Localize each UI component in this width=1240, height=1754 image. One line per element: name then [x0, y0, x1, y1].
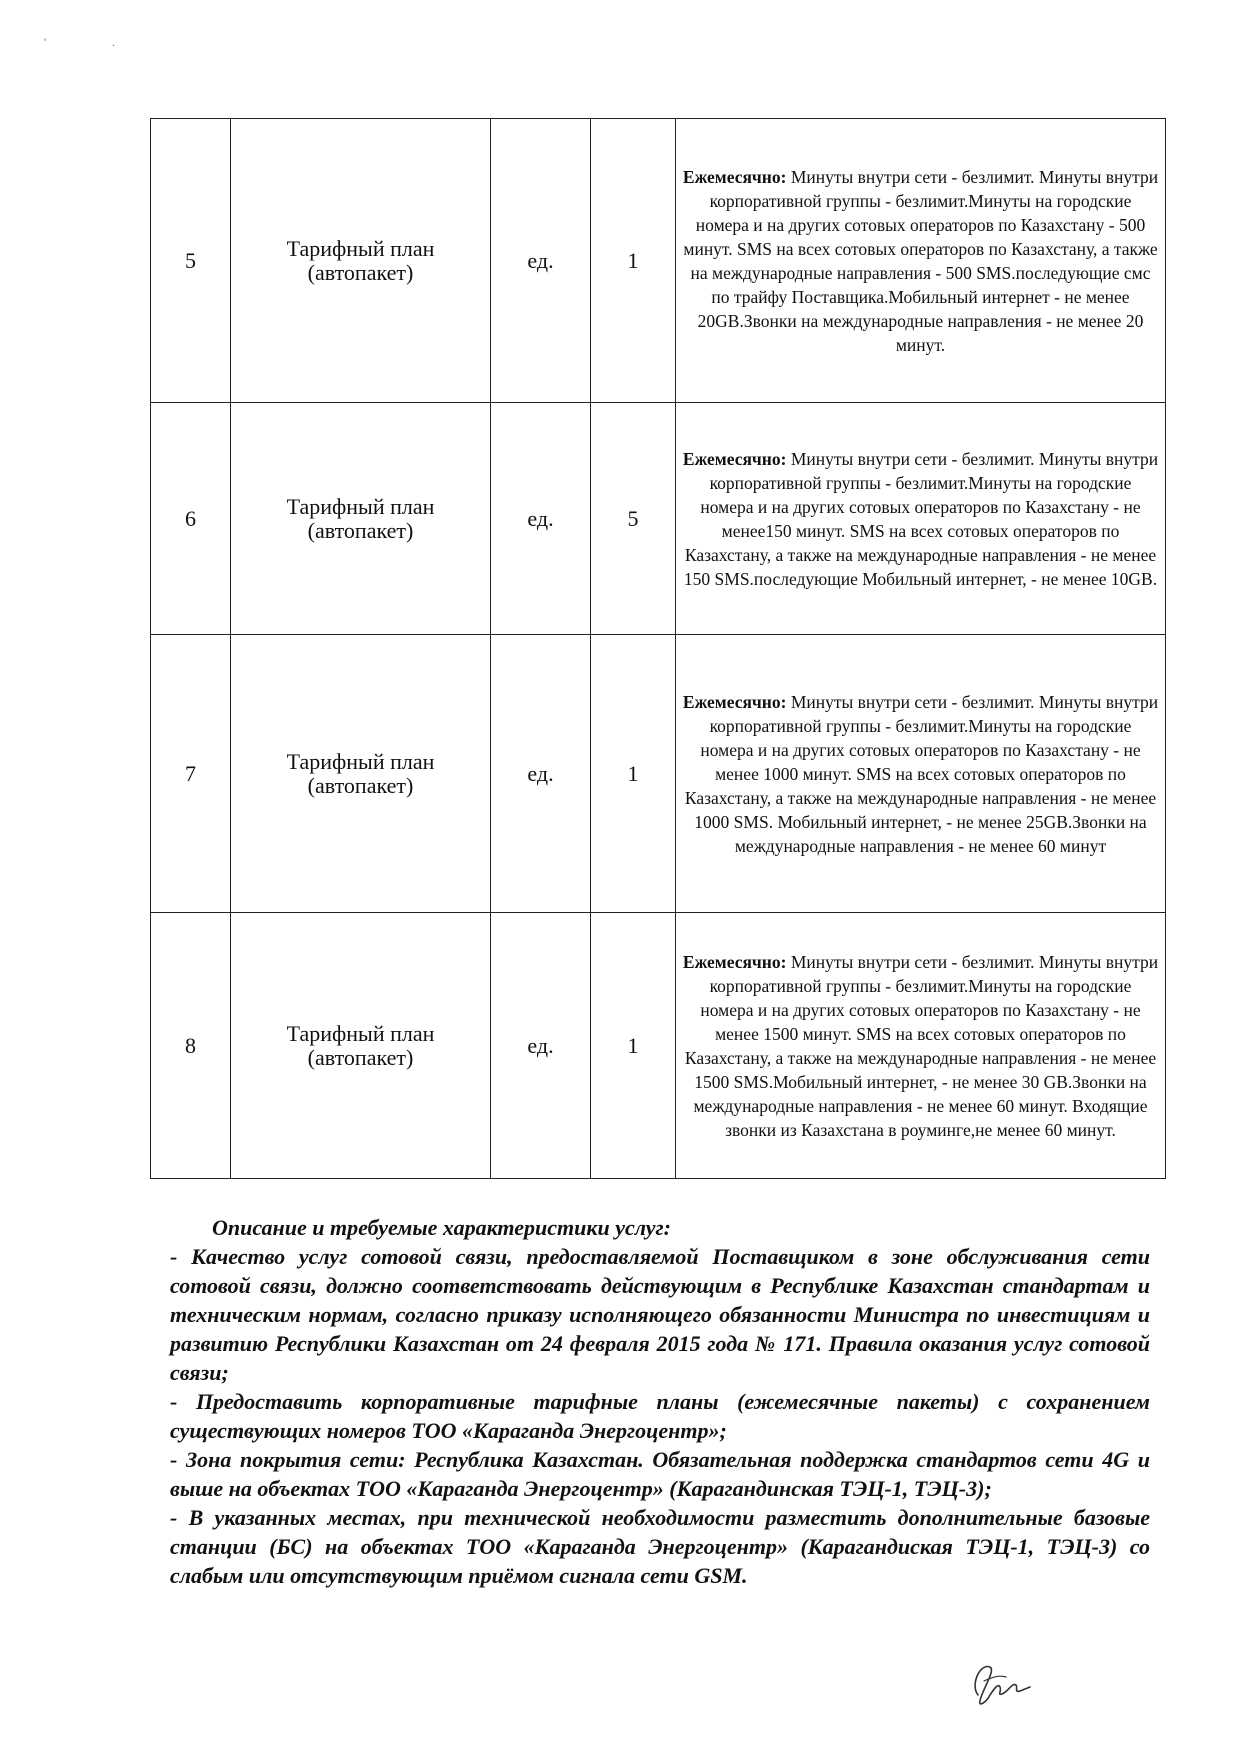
monthly-label: Ежемесячно:: [682, 951, 787, 972]
table-row: [151, 635, 1166, 913]
description-cell: [676, 119, 1166, 403]
item-name-line2: (автопакет): [307, 772, 414, 798]
requirement-item: - Зона покрытия сети: Республика Казахстан. Обязательная поддержка стандартов сети 4G и выше на объектах ТОО «Караганда Энергоцентр» (Карагандинская ТЭЦ-1, ТЭЦ-3);: [170, 1447, 1150, 1501]
row-number: 6: [151, 403, 231, 635]
signature-icon: [960, 1655, 1040, 1710]
item-name-line1: Тарифный план: [286, 748, 435, 774]
unit: ед.: [491, 119, 591, 403]
description-cell: [676, 635, 1166, 913]
item-name-line1: Тарифный план: [286, 1020, 435, 1046]
description-text: Минуты внутри сети - безлимит. Минуты внутри корпоративной группы - безлимит.Минуты на городские номера и на других сотовых операторов по Казахстану - не менее150 минут. SMS на всех сотовых операторов по Казахстану, а также на международные направления - не менее 150 SMS.последующие Мобильный интернет, - не менее 10GB.: [683, 448, 1159, 589]
scan-mark: .: [112, 35, 115, 49]
item-name-line2: (автопакет): [307, 517, 414, 543]
monthly-label: Ежемесячно:: [682, 166, 787, 187]
item-name-line2: (автопакет): [307, 259, 414, 285]
description-text: Минуты внутри сети - безлимит. Минуты внутри корпоративной группы - безлимит.Минуты на городские номера и на других сотовых операторов по Казахстану - не менее 1000 минут. SMS на всех сотовых операторов по Казахстану, а также на международные направления - не менее 1000 SMS. Мобильный интернет, - не менее 25GB.Звонки на международные направления - не менее 60 минут: [684, 691, 1159, 856]
quantity: 1: [591, 913, 676, 1179]
unit: ед.: [491, 913, 591, 1179]
unit: ед.: [491, 403, 591, 635]
quantity: 1: [591, 119, 676, 403]
item-name-line1: Тарифный план: [286, 235, 435, 261]
description-text: Минуты внутри сети - безлимит. Минуты внутри корпоративной группы - безлимит.Минуты на городские номера и на других сотовых операторов по Казахстану - не менее 1500 минут. SMS на всех сотовых операторов по Казахстану, а также на международные направления - не менее 1500 SMS.Мобильный интернет, - не менее 30 GB.Звонки на международные направления - не менее 60 минут. Входящие звонки из Казахстана в роуминге,не менее 60 минут.: [684, 951, 1159, 1140]
requirement-item: - Предоставить корпоративные тарифные планы (ежемесячные пакеты) с сохранением существующих номеров ТОО «Караганда Энергоцентр»;: [170, 1389, 1150, 1443]
requirement-item: - Качество услуг сотовой связи, предоставляемой Поставщиком в зоне обслуживания сети сотовой связи, должно соответствовать действующим в Республике Казахстан стандартам и техническим нормам, согласно приказу исполняющего обязанности Министра по инвестициям и развитию Республики Казахстан от 24 февраля 2015 года № 171. Правила оказания услуг сотовой связи;: [170, 1244, 1150, 1385]
item-name-line1: Тарифный план: [286, 493, 435, 519]
monthly-label: Ежемесячно:: [682, 691, 787, 712]
description-text: Минуты внутри сети - безлимит. Минуты внутри корпоративной группы - безлимит.Минуты на городские номера и на других сотовых операторов по Казахстану - 500 минут. SMS на всех сотовых операторов по Казахстану, а также на международные направления - 500 SMS.последующие смс по трайфу Поставщика.Мобильный интернет - не менее 20GB.Звонки на международные направления - не менее 20 минут.: [683, 166, 1159, 355]
description-cell: [676, 403, 1166, 635]
item-name: [231, 635, 491, 913]
monthly-label: Ежемесячно:: [682, 448, 787, 469]
item-name: [231, 913, 491, 1179]
item-name-line2: (автопакет): [307, 1044, 414, 1070]
tariff-table: [150, 118, 1166, 1179]
row-number: 8: [151, 913, 231, 1179]
table-row: [151, 913, 1166, 1179]
row-number: 7: [151, 635, 231, 913]
quantity: 1: [591, 635, 676, 913]
item-name: [231, 119, 491, 403]
description-heading: Описание и требуемые характеристики услуг:: [212, 1215, 671, 1240]
row-number: 5: [151, 119, 231, 403]
scan-mark: ': [44, 35, 47, 49]
table-row: [151, 119, 1166, 403]
requirement-item: - В указанных местах, при технической необходимости разместить дополнительные базовые станции (БС) на объектах ТОО «Караганда Энергоцентр» (Карагандиская ТЭЦ-1, ТЭЦ-3) со слабым или отсутствующим приёмом сигнала сети GSM.: [170, 1505, 1150, 1588]
unit: ед.: [491, 635, 591, 913]
quantity: 5: [591, 403, 676, 635]
description-cell: [676, 913, 1166, 1179]
item-name: [231, 403, 491, 635]
services-description: [170, 1213, 1150, 1590]
table-row: [151, 403, 1166, 635]
